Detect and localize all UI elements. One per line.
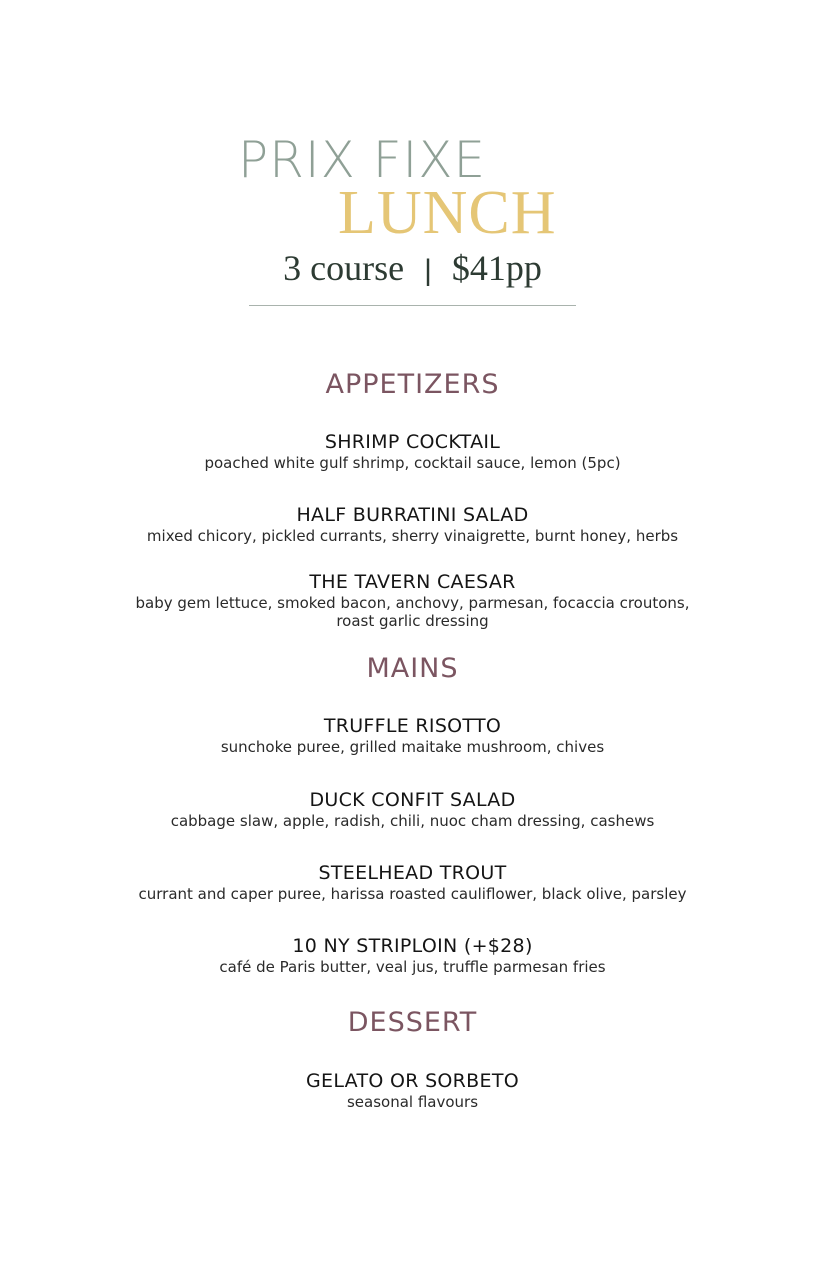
menu-item [0,503,825,545]
menu-item-name: DUCK CONFIT SALAD [309,789,516,811]
menu-item-description: café de Paris butter, veal jus, truffle parmesan fries [219,958,606,976]
section-title-appetizers: APPETIZERS [325,369,500,400]
menu-item-name: 10 NY STRIPLOIN (+$28) [292,935,533,957]
menu-item-name: SHRIMP COCKTAIL [324,431,501,453]
menu-item-description: mixed chicory, pickled currants, sherry vinaigrette, burnt honey, herbs [146,527,679,545]
menu-price: $41pp [451,248,542,288]
menu-item-name: GELATO OR SORBETO [306,1070,519,1092]
menu-item-name: STEELHEAD TROUT [318,862,507,884]
menu-title-lunch: LUNCH [338,179,557,247]
menu-item-description: currant and caper puree, harissa roasted cauliflower, black olive, parsley [138,885,687,903]
menu-item-description: sunchoke puree, grilled maitake mushroom, chives [220,738,605,756]
menu-item-description: seasonal flavours [346,1093,479,1111]
menu-item [0,714,825,756]
menu-item [0,788,825,830]
menu-item-description: cabbage slaw, apple, radish, chili, nuoc cham dressing, cashews [170,812,655,830]
menu-item-name: HALF BURRATINI SALAD [296,504,529,526]
menu-item [0,430,825,472]
menu-subtitle [0,244,825,295]
section-title-dessert: DESSERT [347,1007,478,1038]
section-title-mains: MAINS [366,653,459,684]
menu-item-description: baby gem lettuce, smoked bacon, anchovy, parmesan, focaccia croutons, roast garlic dressing [135,594,690,630]
course-count: 3 course [283,248,405,288]
menu-item-name: THE TAVERN CAESAR [309,571,516,593]
menu-title-prix-fixe: PRIX FIXE [238,131,487,189]
menu-item-description: poached white gulf shrimp, cocktail sauce, lemon (5pc) [204,454,621,472]
menu-item [0,570,825,630]
menu-item [0,861,825,903]
menu-item [0,934,825,976]
subtitle-separator: | [424,254,432,287]
menu-item-name: TRUFFLE RISOTTO [323,715,502,737]
title-divider [249,305,576,306]
menu-item [0,1069,825,1111]
